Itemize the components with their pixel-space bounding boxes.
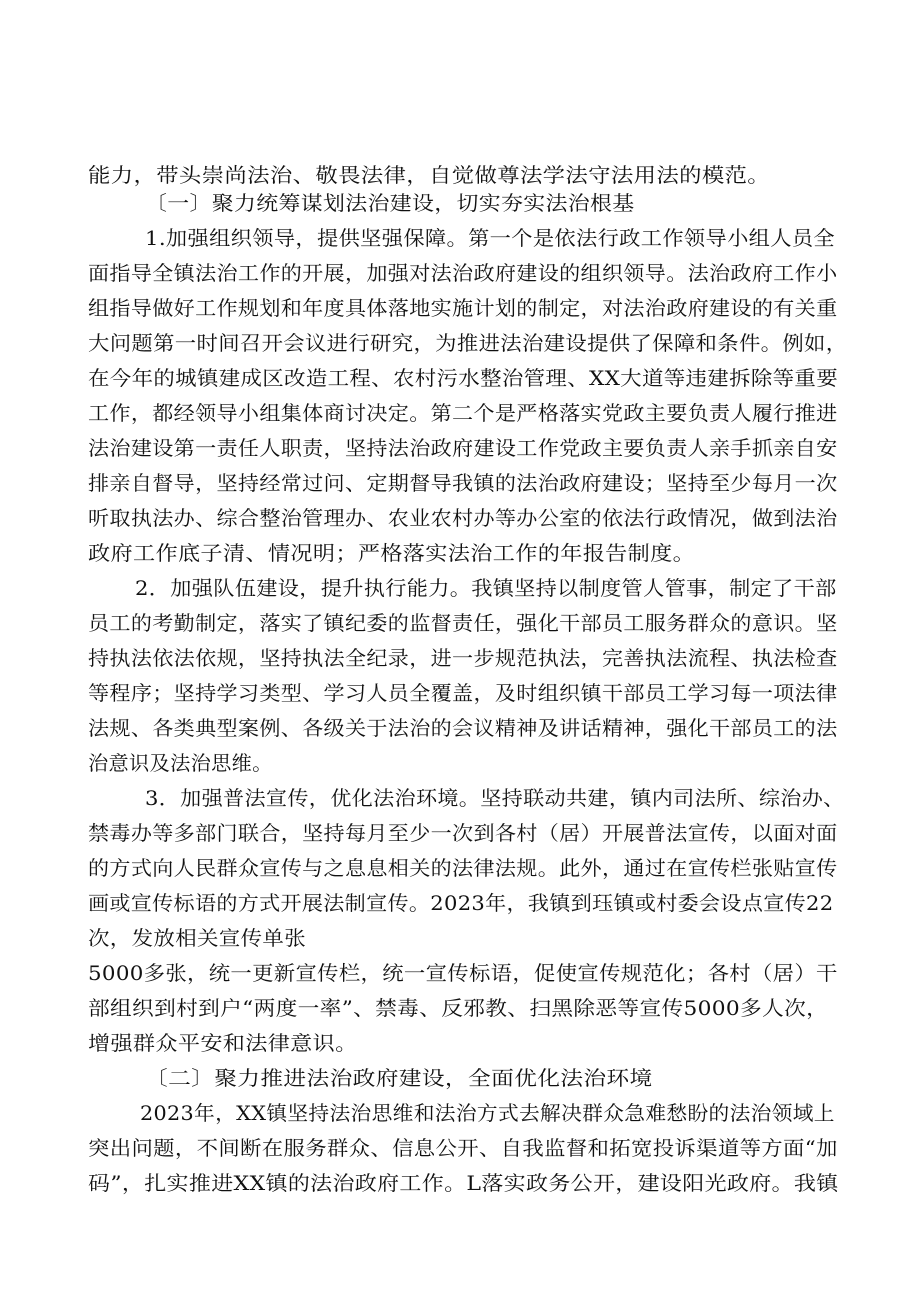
text-line: 听取执法办、综合整治管理办、农业农村办等办公室的依法行政情况，做到法治 [88,506,838,530]
text-line: 治意识及法治思维。 [88,751,273,775]
text-line: 3．加强普法宣传，优化法治环境。坚持联动共建，镇内司法所、综治办、 [145,786,845,810]
text-line: 能力，带头崇尚法治、敬畏法律，自觉做尊法学法守法用法的模范。 [88,163,771,187]
text-line: 组指导做好工作规划和年度具体落地实施计划的制定，对法治政府建设的有关重 [88,296,838,320]
text-line: 持执法依法依规，坚持执法全纪录，进一步规范执法，完善执法流程、执法检查 [88,646,838,670]
text-line: 2023年，XX镇坚持法治思维和法治方式去解决群众急难愁盼的法治领域上 [140,1101,835,1125]
text-line: 1.加强组织领导，提供坚强保障。第一个是依法行政工作领导小组人员全 [145,226,836,250]
text-line: 次，发放相关宣传单张 [88,926,307,950]
text-line: 突出问题，不间断在服务群众、信息公开、自我监督和拓宽投诉渠道等方面“加 [88,1136,838,1160]
text-line: 禁毒办等多部门联合，坚持每月至少一次到各村（居）开展普法宣传，以面对面 [88,821,838,845]
text-line: 法规、各类典型案例、各级关于法治的会议精神及讲话精神，强化干部员工的法 [88,716,838,740]
text-line: 等程序；坚持学习类型、学习人员全覆盖，及时组织镇干部员工学习每一项法律 [88,681,838,705]
text-line: 员工的考勤制定，落实了镇纪委的监督责任，强化干部员工服务群众的意识。坚 [88,611,838,635]
text-line: 码”，扎实推进XX镇的法治政府工作。L落实政务公开，建设阳光政府。我镇 [88,1171,839,1195]
text-line: 面指导全镇法治工作的开展，加强对法治政府建设的组织领导。法治政府工作小 [88,261,838,285]
section-heading: 〔一〕聚力统筹谋划法治建设，切实夯实法治根基 [145,191,635,215]
text-line: 工作，都经领导小组集体商讨决定。第二个是严格落实党政主要负责人履行推进 [88,401,838,425]
text-line: 法治建设第一责任人职责，坚持法治政府建设工作党政主要负责人亲手抓亲自安 [88,436,838,460]
text-line: 增强群众平安和法律意识。 [88,1031,358,1055]
section-heading: 〔二〕聚力推进法治政府建设，全面优化法治环境 [145,1066,653,1090]
text-line: 在今年的城镇建成区改造工程、农村污水整治管理、XX大道等违建拆除等重要 [88,366,839,390]
text-line: 大问题第一时间召开会议进行研究，为推进法治建设提供了保障和条件。例如， [88,331,848,355]
text-line: 排亲自督导，坚持经常过问、定期督导我镇的法治政府建设；坚持至少每月一次 [88,471,838,495]
text-line: 部组织到村到户“两度一率”、禁毒、反邪教、扫黑除恶等宣传5000多人次， [88,996,829,1020]
text-line: 5000多张，统一更新宣传栏，统一宣传标语，促使宣传规范化；各村（居）干 [88,961,838,985]
text-line: 画或宣传标语的方式开展法制宣传。2023年，我镇到珏镇或村委会设点宣传22 [88,891,834,915]
text-line: 政府工作底子清、情况明；严格落实法治工作的年报告制度。 [88,541,696,565]
text-line: 的方式向人民群众宣传与之息息相关的法律法规。此外，通过在宣传栏张贴宣传 [88,856,838,880]
text-line: 2．加强队伍建设，提升执行能力。我镇坚持以制度管人管事，制定了干部 [135,576,837,600]
